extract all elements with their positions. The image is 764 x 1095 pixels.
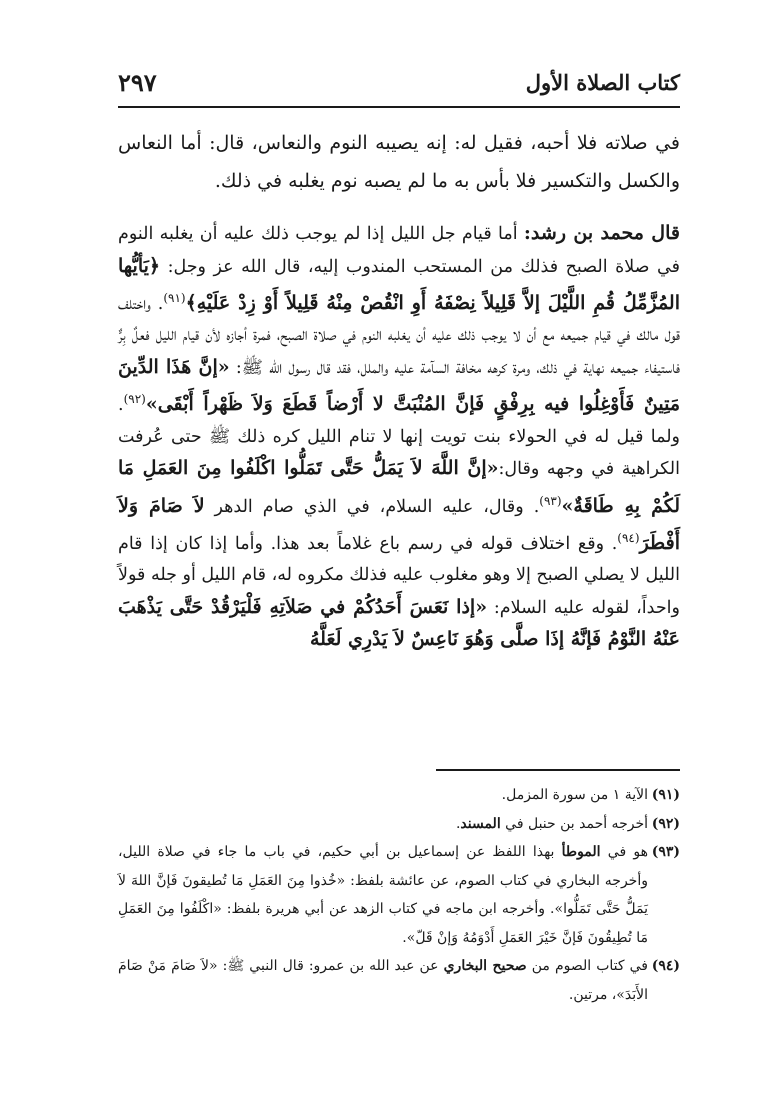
speaker-heading: قال محمد بن رشد: [523, 222, 680, 244]
footnote-text-part: عن عبد الله بن عمرو: قال النبي ﷺ: «لاَ صَامَ مَنْ صَامَ الأَبَدَ»، مرتين. [118, 958, 648, 1003]
quran-quote: ﴿يَأيُّها المُزَّمِّلُ قُمِ اللَّيْلَ إلاَّ قَلِيلاً نِصْفَهُ أَوِ انْقُصْ مِنْهُ قَلِيلاً أَوْ زِدْ عَلَيْهِ﴾ [118, 254, 680, 314]
source-title: المسند [460, 815, 501, 832]
footnote-ref: (٩٤) [617, 530, 640, 545]
footnote-text-part: بهذا اللفظ عن إسماعيل بن أبي حكيم، في باب ما جاء في صلاة الليل، وأخرجه البخاري في كتاب الصوم، عن عائشة بلفظ: «خُذوا مِنَ العَمَلِ مَا تُطيقونَ فَإنَّ اللهَ لاَ يَمَلُّ حَتَّى تَمَلُّوا». وأخرجه ابن ماجه في كتاب الزهد عن أبي هريرة بلفظ: «اكْلَفُوا مِنَ العَمَلِ مَا تُطِيقُونَ فَإنَّ خَيْرَ العَمَلِ أَدْوَمُهُ وَإنْ قَلّ». [118, 844, 648, 946]
footnote-number: (٩١) [651, 787, 680, 803]
footnote-ref: (٩١) [163, 291, 186, 305]
hadith-quote: «إذا نَعَسَ أَحَدُكُمْ في صَلاَتِهِ فَلْيَرْقُدْ حَتَّى يَذْهَبَ عَنْهُ النَّوْمُ فَإنَّهُ إذَا صلَّى وَهُوَ نَاعِسٌ لاَ يَدْرِي لَعَلَّهُ [118, 595, 680, 651]
chapter-title: كتاب الصلاة الأول [525, 70, 680, 95]
page-header [118, 66, 680, 108]
footnote-item [118, 952, 680, 1009]
footnote-item [118, 781, 680, 810]
footnote-number: (٩٤) [651, 958, 680, 974]
footnote-divider [436, 769, 680, 771]
footnote-number: (٩٢) [651, 815, 680, 832]
footnote-text-part: في كتاب الصوم من [526, 958, 648, 974]
hadith-quote: «إنَّ هَذَا الدِّينَ مَتِينٌ فَأَوْغِلُوا فيه بِرِفْقٍ فَإنَّ المُنْبَتَّ لا أَرْضاً قَطَعَ وَلاَ ظَهْراً أَبْقَى» [118, 355, 680, 416]
footnote-text-part: هو في [600, 844, 648, 860]
footnote-text [118, 810, 648, 839]
text-segment: . وقع اختلاف قوله في رسم باع غلاماً بعد هذا. وأما إذا كان إذا قام الليل لا يصلي الصبح إلا وهو مغلوب عليه فذلك مكروه له، قام الليل أو جله قولاً واحداً، لقوله عليه السلام: [118, 533, 680, 618]
source-title: الموطأ [561, 844, 601, 860]
footnote-text [118, 781, 648, 810]
text-segment: . ولما قيل له في الحولاء بنت تويت إنها لا تنام الليل كره ذلك ﷺ حتى عُرفت الكراهية في وجهه وقال: [118, 395, 681, 480]
footnote-text [118, 952, 648, 1009]
paragraph-2 [118, 218, 680, 657]
footnotes [118, 781, 680, 1009]
footnote-item [118, 810, 680, 839]
footnote-ref: (٩٢) [123, 392, 146, 407]
hadith-quote: لاَ صَامَ وَلاَ أَفْطَرَ [118, 494, 680, 554]
text-segment: . وقال، عليه السلام، في الذي صام الدهر [214, 496, 540, 517]
source-title: صحيح البخاري [443, 958, 527, 974]
footnote-number: (٩٣) [651, 844, 680, 860]
footnote-item [118, 838, 680, 952]
main-text [118, 124, 680, 657]
text-segment: . واختلف قول مالك في قيام جميعه مع أن لا يوجب ذلك عليه أن يغلبه النوم في صلاة الصبح، فمرة أجازه لأن قيام الليل فعلٌ بِرٌّ فاستيفاء جميعه نهاية في ذلك، ومرة كرهه مخافة السآمة عليه والملل، فقد قال رسول الله ﷺ: [118, 293, 680, 378]
footnote-text-part: الآية ١ من سورة المزمل. [501, 787, 648, 803]
page-number: ٢٩٧ [118, 68, 157, 97]
footnote-text [118, 838, 648, 952]
text-segment: أما قيام جل الليل إذا لم يوجب ذلك عليه أن يغلبه النوم في صلاة الصبح فذلك من المستحب المندوب إليه، قال الله عز وجل: [118, 224, 680, 277]
hadith-quote: «إنَّ اللَّهَ لاَ يَمَلُّ حَتَّى تَمَلُّوا اكْلَفُوا مِنَ العَمَلِ مَا لَكُمْ بِهِ طَاقَةٌ» [118, 457, 681, 517]
paragraph-1: في صلاته فلا أحبه، فقيل له: إنه يصيبه النوم والنعاس، قال: أما النعاس والكسل والتكسير فلا بأس به ما لم يصبه نوم يغلبه في ذلك. [118, 132, 680, 192]
footnote-ref: (٩٣) [539, 493, 562, 508]
footnote-text-part: أخرجه أحمد بن حنبل في [500, 815, 648, 832]
footnote-text-part: . [455, 815, 461, 832]
